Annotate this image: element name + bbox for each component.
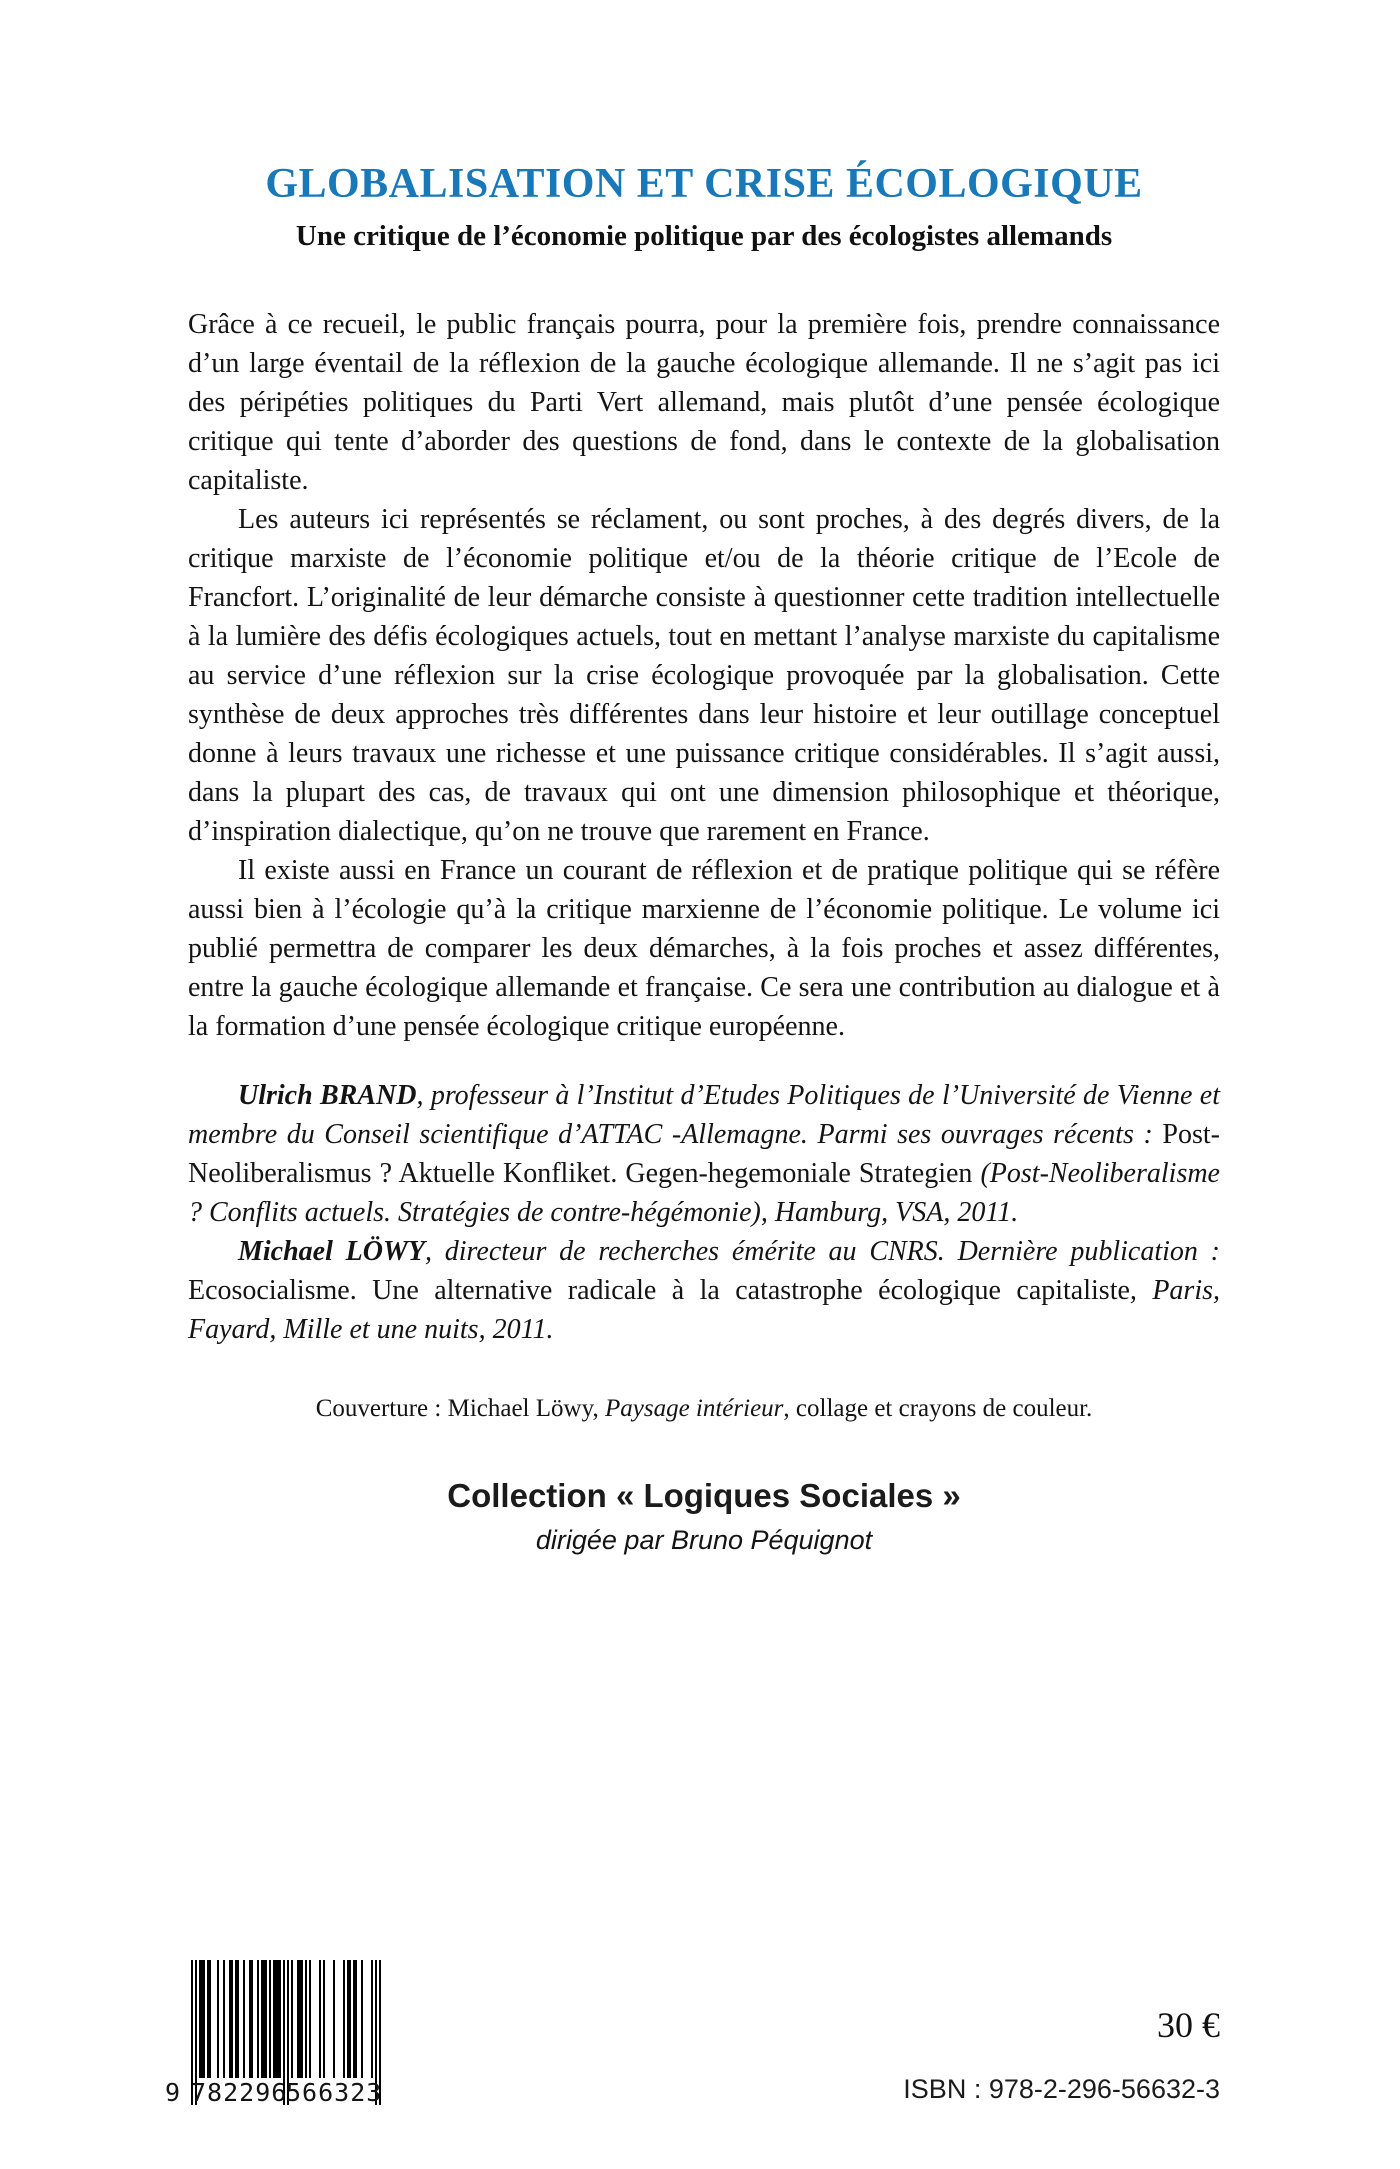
text-segment: Couverture : Michael Löwy,	[315, 1395, 605, 1422]
isbn: ISBN : 978-2-296-56632-3	[903, 2074, 1220, 2104]
page-title: GLOBALISATION ET CRISE ÉCOLOGIQUE	[265, 161, 1143, 207]
text-segment: , collage et crayons de couleur.	[783, 1395, 1093, 1422]
text-segment: Post-Neoliberalismus ? Aktuelle Konfliket. Gegen-hegemoniale Strategien	[188, 1119, 1220, 1189]
text-segment: (Post-Neoliberalisme ? Conflits actuels. Stratégies de contre-hégémonie), Hamburg, VSA, 2011.	[188, 1158, 1220, 1228]
text-segment: Michael LÖWY	[238, 1236, 425, 1267]
body-paragraph-3: Il existe aussi en France un courant de réflexion et de pratique politique qui se réfère aussi bien à l’écologie qu’à la critique marxienne de l’économie politique. Le volume ici publié permettra de comparer les deux démarches, à la fois proches et assez différentes, entre la gauche écologique allemande et française. Ce sera une contribution au dialogue et à la formation d’une pensée écologique critique européenne.	[188, 855, 1220, 1042]
bio-michael-lowy	[188, 1232, 1220, 1349]
author-bios	[188, 1076, 1220, 1349]
text-segment: Dernière publication :	[957, 1236, 1221, 1267]
text-segment: Paysage intérieur	[604, 1395, 784, 1422]
barcode-digits-left: 782296	[191, 2078, 288, 2107]
collection-director: dirigée par Bruno Péquignot	[535, 1525, 873, 1555]
price-block	[903, 2004, 1220, 2105]
text-segment: Parmi ses ouvrages récents :	[817, 1119, 1163, 1150]
body-text	[188, 305, 1220, 1046]
body-paragraph-2: Les auteurs ici représentés se réclament, ou sont proches, à des degrés divers, de la critique marxiste de l’économie politique et/ou de la théorie critique de l’Ecole de Francfort. L’originalité de leur démarche consiste à questionner cette tradition intellectuelle à la lumière des défis écologiques actuels, tout en mettant l’analyse marxiste du capitalisme au service d’une réflexion sur la crise écologique provoquée par la globalisation. Cette synthèse de deux approches très différentes dans leur histoire et leur outillage conceptuel donne à leurs travaux une richesse et une puissance critique considérables. Il s’agit aussi, dans la plupart des cas, de travaux qui ont une dimension philosophique et théorique, d’inspiration dialectique, qu’on ne trouve que rarement en France.	[188, 504, 1220, 847]
text-column	[188, 160, 1220, 1556]
price: 30 €	[1157, 2005, 1220, 2045]
page-subtitle: Une critique de l’économie politique par des écologistes allemands	[295, 220, 1113, 252]
barcode-digit-first: 9	[165, 2078, 181, 2107]
body-paragraph-1: Grâce à ce recueil, le public français pourra, pour la première fois, prendre connaissance d’un large éventail de la réflexion de la gauche écologique allemande. Il ne s’agit pas ici des péripéties politiques du Parti Vert allemand, mais plutôt d’une pensée écologique critique qui tente d’aborder des questions de fond, dans le contexte de la globalisation capitaliste.	[188, 309, 1220, 496]
collection-block	[188, 1477, 1220, 1556]
collection-title: Collection « Logiques Sociales »	[447, 1477, 961, 1514]
text-segment: , Paris, Fayard, Mille et une nuits, 2011.	[188, 1275, 1220, 1345]
barcode-digits-right: 566323	[286, 2078, 383, 2107]
barcode	[165, 1960, 381, 2105]
text-segment: Ulrich BRAND	[238, 1080, 417, 1111]
text-segment: Ecosocialisme. Une alternative radicale à la catastrophe écologique capitaliste	[188, 1275, 1130, 1306]
text-segment: , professeur à l’Institut d’Etudes Politiques de l’Université de Vienne et membre du Conseil scientifique d’ATTAC -Allemagne.	[188, 1080, 1220, 1150]
bio-ulrich-brand	[188, 1076, 1220, 1232]
text-segment: , directeur de recherches émérite au CNRS.	[424, 1236, 958, 1267]
barcode-digits	[191, 2078, 381, 2107]
cover-credit	[188, 1395, 1220, 1423]
footer	[165, 1960, 1220, 2105]
